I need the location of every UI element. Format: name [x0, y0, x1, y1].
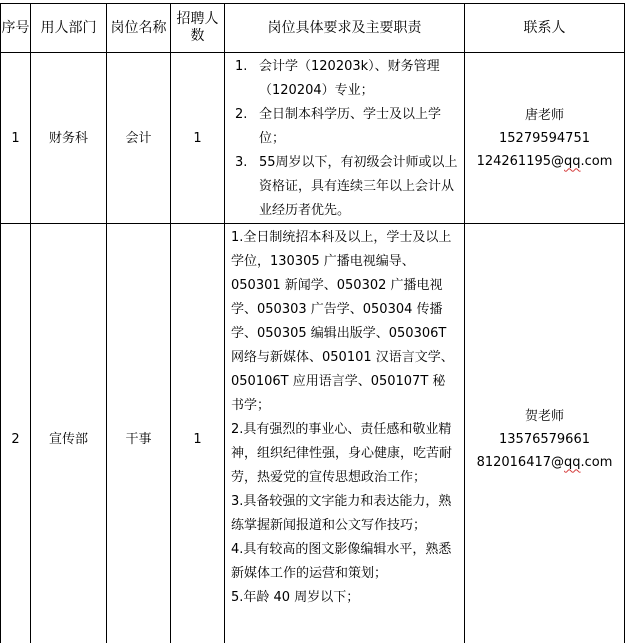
table-row [1, 53, 625, 224]
contact-email[interactable] [465, 150, 624, 173]
duty-item: 会计学（120203k）、财务管理（120204）专业； [259, 59, 440, 98]
header-position: 岗位名称 [107, 4, 171, 53]
row-index: 2 [1, 224, 31, 643]
row-duties [225, 53, 465, 224]
table-header-row [1, 4, 625, 53]
row-headcount: 1 [171, 224, 225, 643]
row-department: 财务科 [31, 53, 107, 224]
contact-phone: 15279594751 [499, 130, 590, 146]
duty-list [225, 224, 464, 610]
row-position: 干事 [107, 224, 171, 643]
row-duties [225, 224, 465, 643]
row-headcount: 1 [171, 53, 225, 224]
header-index: 序号 [1, 4, 31, 53]
recruitment-table-page [0, 3, 628, 643]
duty-item: 3.具备较强的文字能力和表达能力，熟练掌握新闻报道和公文写作技巧； [231, 494, 452, 533]
duty-item: 4.具有较高的图文影像编辑水平，熟悉新媒体工作的运营和策划； [231, 542, 452, 581]
contact-phone: 13576579661 [499, 431, 590, 447]
header-department: 用人部门 [31, 4, 107, 53]
duty-item: 全日制本科学历、学士及以上学位； [259, 107, 442, 146]
header-contact: 联系人 [465, 4, 625, 53]
email-domain: qq [564, 454, 581, 470]
contact-name: 唐老师 [524, 107, 564, 123]
email-user: 124261195@ [476, 153, 565, 169]
row-department: 宣传部 [31, 224, 107, 643]
row-index: 1 [1, 53, 31, 224]
contact-email[interactable] [465, 451, 624, 474]
duty-list [225, 55, 464, 223]
email-domain: qq [564, 153, 581, 169]
recruitment-table [0, 3, 625, 643]
duty-item: 5.年龄 40 周岁以下； [231, 590, 360, 605]
contact-name: 贺老师 [524, 408, 564, 424]
duty-item: 1.全日制统招本科及以上，学士及以上学位，130305 广播电视编导、050301 新闻学、050302 广播电视学、050303 广告学、050304 传播学、050305 编辑出版学、050306T 网络与新媒体、050101 汉语言文学、050106T 应用语言学、050107T 秘书学； [231, 230, 454, 413]
email-user: 812016417@ [476, 454, 565, 470]
row-contact [465, 53, 625, 224]
table-row [1, 224, 625, 643]
contact-block [465, 405, 624, 474]
email-suffix: .com [580, 153, 613, 169]
email-suffix: .com [580, 454, 613, 470]
header-duties: 岗位具体要求及主要职责 [225, 4, 465, 53]
contact-block [465, 104, 624, 173]
header-headcount: 招聘人数 [171, 4, 225, 53]
duty-item: 55周岁以下，有初级会计师或以上资格证，具有连续三年以上会计从业经历者优先。 [259, 155, 458, 218]
duty-item: 2.具有强烈的事业心、责任感和敬业精神，组织纪律性强，身心健康，吃苦耐劳，热爱党的宣传思想政治工作； [231, 422, 453, 485]
row-contact [465, 224, 625, 643]
row-position: 会计 [107, 53, 171, 224]
